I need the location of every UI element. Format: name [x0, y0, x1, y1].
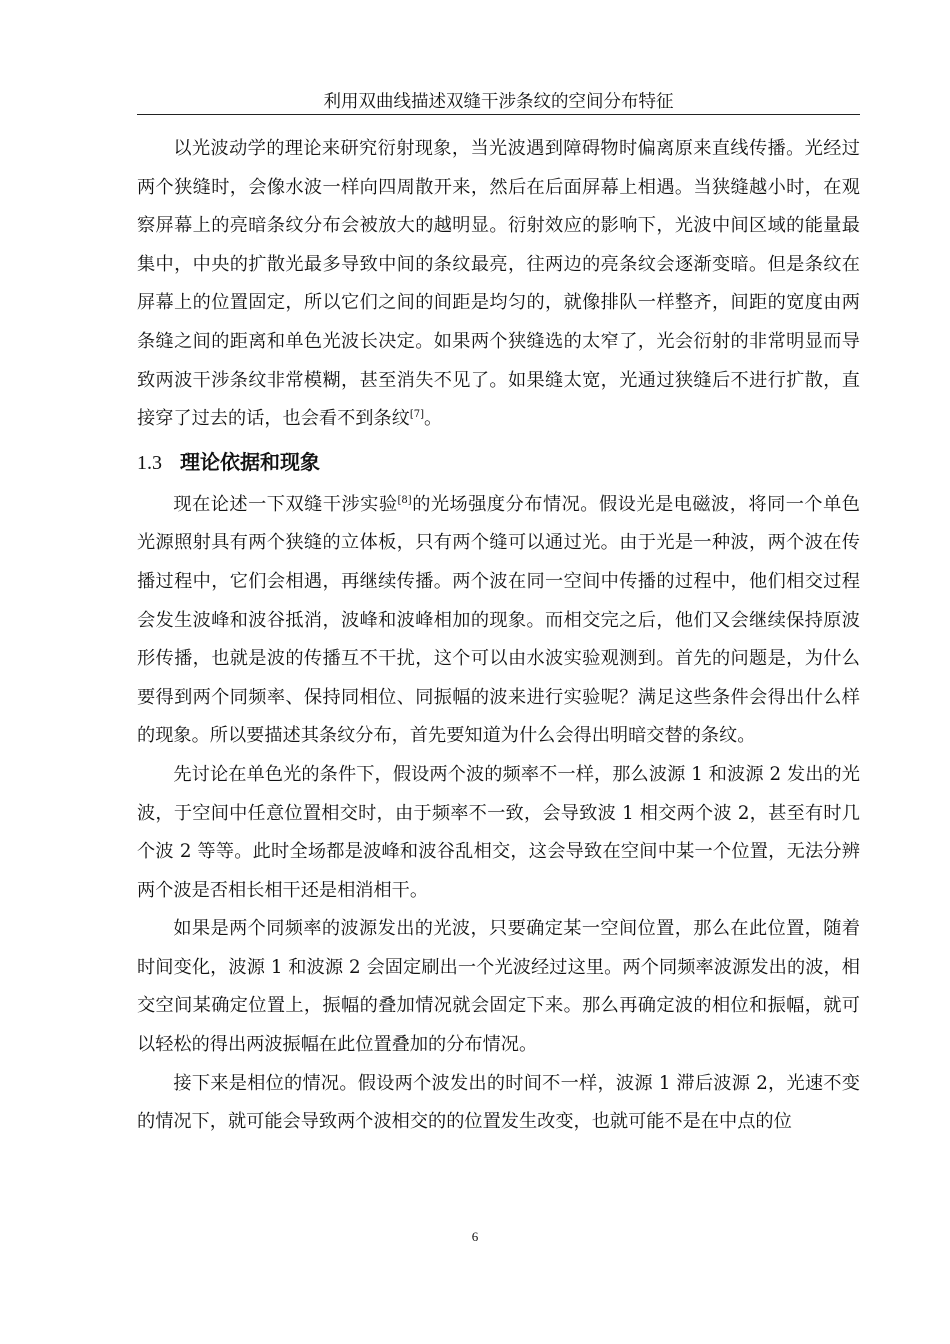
citation-7: [7]	[409, 409, 424, 421]
paragraph-1	[137, 130, 860, 439]
section-title: 理论依据和现象	[180, 449, 320, 474]
paragraph-4: 如果是两个同频率的波源发出的光波，只要确定某一空间位置，那么在此位置，随着时间变化，波源 1 和波源 2 会固定刷出一个光波经过这里。两个同频率波源发出的波，相交空间某确定位置上，振幅的叠加情况就会固定下来。那么再确定波的相位和振幅，就可以轻松的得出两波振幅在此位置叠加的分布情况。	[137, 918, 860, 1056]
paragraph-3: 先讨论在单色光的条件下，假设两个波的频率不一样，那么波源 1 和波源 2 发出的光波，于空间中任意位置相交时，由于频率不一致，会导致波 1 相交两个波 2，甚至有时几个波 2 等等。此时全场都是波峰和波谷乱相交，这会导致在空间中某一个位置，无法分辨两个波是否相长相干还是相消相干。	[137, 763, 860, 901]
body-text	[137, 130, 860, 1142]
paragraph-2-text-b: 的光场强度分布情况。假设光是电磁波，将同一个单色光源照射具有两个狭缝的立体板，只有两个缝可以通过光。由于光是一种波，两个波在传播过程中，它们会相遇，再继续传播。两个波在同一空间中传播的过程中，他们相交过程会发生波峰和波谷抵消，波峰和波峰相加的现象。而相交完之后，他们又会继续保持原波形传播，也就是波的传播互不干扰，这个可以由水波实验观测到。首先的问题是，为什么要得到两个同频率、保持同相位、同振幅的波来进行实验呢？满足这些条件会得出什么样的现象。所以要描述其条纹分布，首先要知道为什么会得出明暗交替的条纹。	[137, 493, 860, 747]
paragraph-2	[137, 486, 860, 756]
paragraph-1-text: 以光波动学的理论来研究衍射现象，当光波遇到障碍物时偏离原来直线传播。光经过两个狭缝时，会像水波一样向四周散开来，然后在后面屏幕上相遇。当狭缝越小时，在观察屏幕上的亮暗条纹分布会被放大的越明显。衍射效应的影响下，光波中间区域的能量最集中，中央的扩散光最多导致中间的条纹最亮，往两边的亮条纹会逐渐变暗。但是条纹在屏幕上的位置固定，所以它们之间的间距是均匀的，就像排队一样整齐，间距的宽度由两条缝之间的距离和单色光波长决定。如果两个狭缝选的太窄了，光会衍射的非常明显而导致两波干涉条纹非常模糊，甚至消失不见了。如果缝太宽，光通过狭缝后不进行扩散，直接穿了过去的话，也会看不到条纹	[137, 138, 860, 430]
paragraph-1-tail: 。	[424, 408, 443, 430]
paragraph-5: 接下来是相位的情况。假设两个波发出的时间不一样，波源 1 滞后波源 2，光速不变的情况下，就可能会导致两个波相交的的位置发生改变，也就可能不是在中点的位	[137, 1072, 860, 1133]
paragraph-2-text-a: 现在论述一下双缝干涉实验	[173, 493, 398, 515]
section-heading	[137, 449, 860, 476]
running-header: 利用双曲线描述双缝干涉条纹的空间分布特征	[137, 90, 860, 115]
citation-8: [8]	[397, 494, 412, 506]
page-number: 6	[471, 1229, 479, 1244]
section-number: 1.3	[137, 451, 162, 474]
